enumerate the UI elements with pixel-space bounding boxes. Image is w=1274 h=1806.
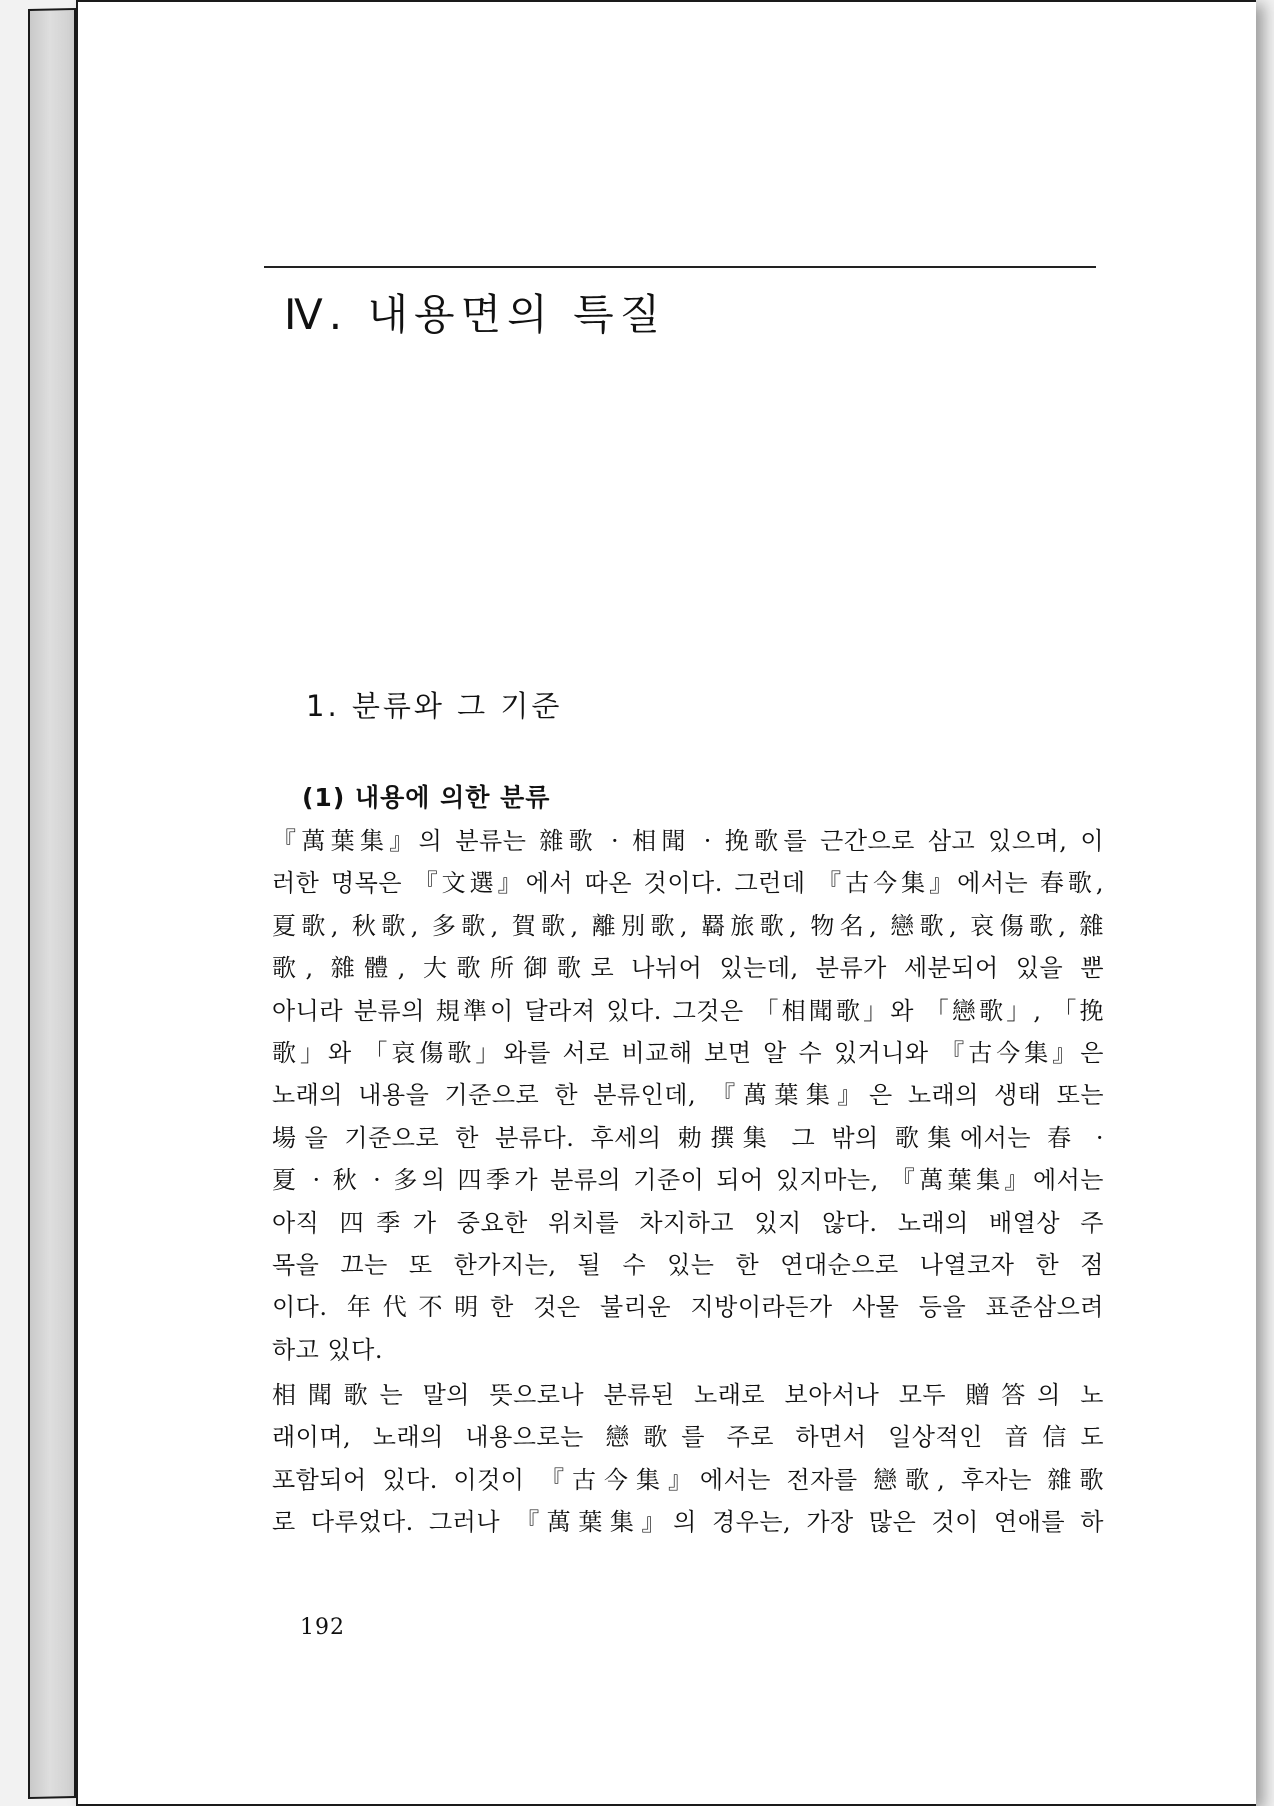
text-line: 로 다루었다. 그러나 『萬葉集』의 경우는, 가장 많은 것이 연애를 하 [272,1508,1104,1537]
text-line: 하고 있다. [272,1335,383,1364]
paragraph-1 [272,820,1104,1371]
chapter-title: Ⅳ. 내용면의 특질 [284,290,667,339]
text-line: 포함되어 있다. 이것이 『古今集』에서는 전자를 戀歌, 후자는 雜歌 [272,1465,1104,1494]
book-spine [28,8,76,1799]
chapter-rule [264,266,1096,268]
text-line: 夏 · 秋 · 多의 四季가 분류의 기준이 되어 있지마는, 『萬葉集』에서는 [272,1166,1104,1195]
text-line: 『萬葉集』의 분류는 雜歌 · 相聞 · 挽歌를 근간으로 삼고 있으며, 이 [272,827,1104,855]
text-line: 노래의 내용을 기준으로 한 분류인데, 『萬葉集』은 노래의 생태 또는 [272,1081,1104,1110]
text-line: 歌」와 「哀傷歌」와를 서로 비교해 보면 알 수 있거니와 『古今集』은 [272,1038,1104,1067]
text-line: 夏歌, 秋歌, 多歌, 賀歌, 離別歌, 羇旅歌, 物名, 戀歌, 哀傷歌, 雜 [272,911,1104,940]
text-line: 場을 기준으로 한 분류다. 후세의 勅撰集 그 밖의 歌集에서는 春 · [272,1123,1104,1152]
text-line: 相聞歌는 말의 뜻으로나 분류된 노래로 보아서나 모두 贈答의 노 [272,1381,1104,1410]
text-line: 歌, 雜體, 大歌所御歌로 나뉘어 있는데, 분류가 세분되어 있을 뿐 [272,954,1104,983]
text-line: 러한 명목은 『文選』에서 따온 것이다. 그런데 『古今集』에서는 春歌, [272,869,1104,898]
paragraph-2 [272,1374,1104,1544]
subsection-heading: (1) 내용에 의한 분류 [302,783,551,812]
section-heading: 1. 분류와 그 기준 [306,689,563,723]
text-line: 이다. 年代不明한 것은 불리운 지방이라든가 사물 등을 표준삼으려 [272,1293,1104,1322]
text-line: 아니라 분류의 規準이 달라져 있다. 그것은 「相聞歌」와 「戀歌」, 「挽 [272,996,1104,1025]
body-text [272,820,1104,1544]
text-line: 아직 四季가 중요한 위치를 차지하고 있지 않다. 노래의 배열상 주 [272,1208,1104,1237]
text-line: 래이며, 노래의 내용으로는 戀歌를 주로 하면서 일상적인 音信도 [272,1423,1104,1452]
page-number: 192 [300,1615,345,1640]
text-line: 목을 끄는 또 한가지는, 될 수 있는 한 연대순으로 나열코자 한 점 [272,1250,1104,1279]
